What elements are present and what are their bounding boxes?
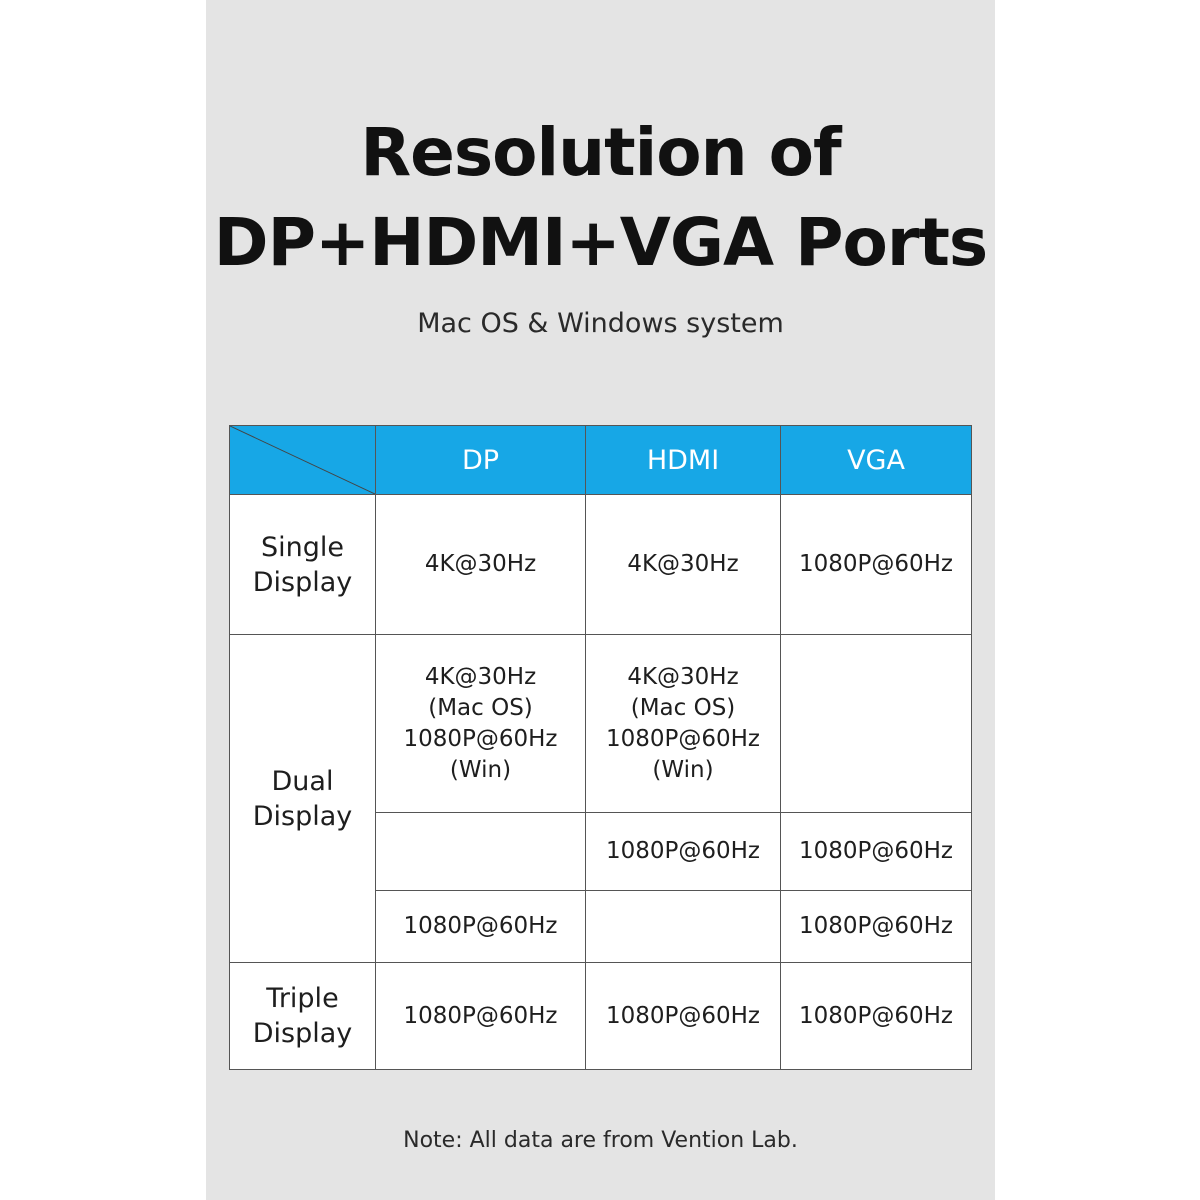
cell-dual-2-vga: 1080P@60Hz xyxy=(781,813,972,891)
footnote: Note: All data are from Vention Lab. xyxy=(403,1128,798,1153)
corner-header-cell xyxy=(230,426,376,495)
cell-single-hdmi: 4K@30Hz xyxy=(586,495,781,635)
cell-dual-2-hdmi: 1080P@60Hz xyxy=(586,813,781,891)
cell-dual-3-dp: 1080P@60Hz xyxy=(376,891,586,963)
cell-triple-hdmi: 1080P@60Hz xyxy=(586,963,781,1070)
title-line-1: Resolution of xyxy=(360,114,841,191)
page-title xyxy=(206,108,995,288)
row-label-dual-display: Dual Display xyxy=(230,635,376,963)
row-label-triple-display: Triple Display xyxy=(230,963,376,1070)
cell-dual-2-dp xyxy=(376,813,586,891)
diagonal-divider-line xyxy=(230,426,375,494)
table-row-dual-display-1 xyxy=(230,635,972,813)
cell-dual-1-hdmi: 4K@30Hz (Mac OS) 1080P@60Hz (Win) xyxy=(586,635,781,813)
cell-dual-1-vga xyxy=(781,635,972,813)
row-label-single-display: Single Display xyxy=(230,495,376,635)
cell-single-vga: 1080P@60Hz xyxy=(781,495,972,635)
header-hdmi: HDMI xyxy=(586,426,781,495)
table-row-triple-display xyxy=(230,963,972,1070)
cell-dual-3-vga: 1080P@60Hz xyxy=(781,891,972,963)
title-line-2: DP+HDMI+VGA Ports xyxy=(213,204,988,281)
cell-triple-vga: 1080P@60Hz xyxy=(781,963,972,1070)
cell-single-dp: 4K@30Hz xyxy=(376,495,586,635)
cell-triple-dp: 1080P@60Hz xyxy=(376,963,586,1070)
header-dp: DP xyxy=(376,426,586,495)
header-vga: VGA xyxy=(781,426,972,495)
cell-dual-3-hdmi xyxy=(586,891,781,963)
table-header-row xyxy=(230,426,972,495)
table-row-single-display xyxy=(230,495,972,635)
resolution-table xyxy=(229,425,972,1070)
cell-dual-1-dp: 4K@30Hz (Mac OS) 1080P@60Hz (Win) xyxy=(376,635,586,813)
page-subtitle: Mac OS & Windows system xyxy=(417,308,784,339)
